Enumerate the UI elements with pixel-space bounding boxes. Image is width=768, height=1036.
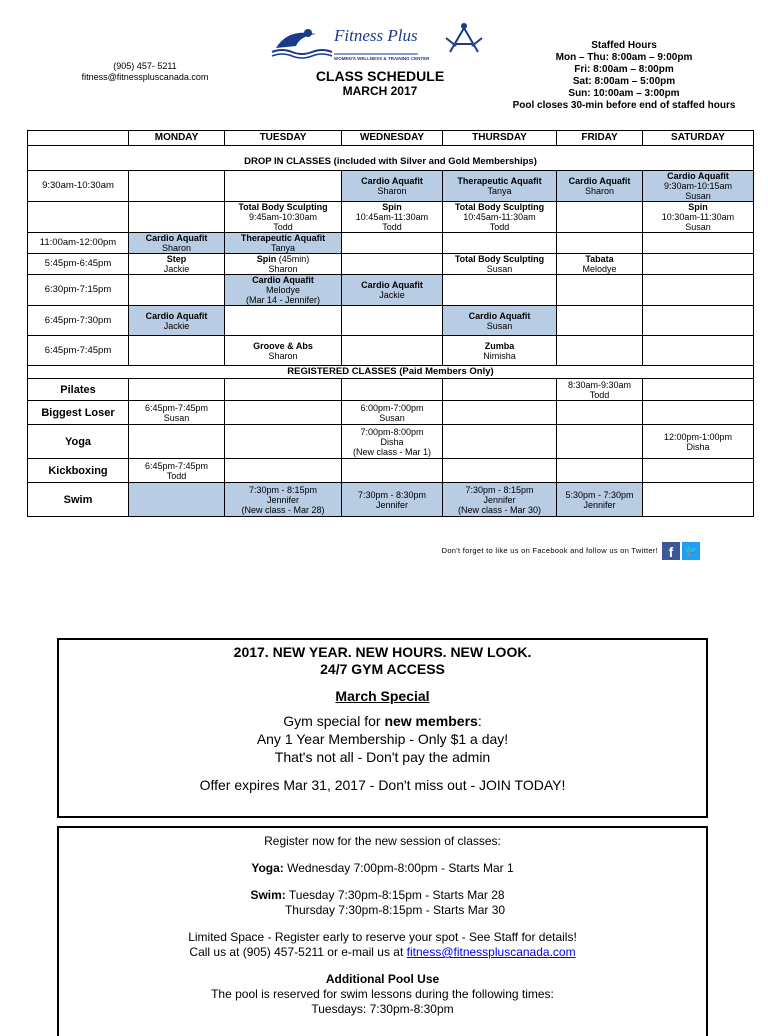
empty-cell — [557, 336, 643, 366]
empty-cell — [342, 459, 443, 483]
twitter-icon[interactable]: 🐦 — [682, 542, 700, 560]
class-name: Cardio Aquafit — [568, 176, 631, 186]
schedule-title — [262, 68, 498, 99]
logo-text: Fitness Plus — [334, 26, 418, 45]
hours-line: Mon – Thu: 8:00am – 9:00pm — [555, 52, 693, 63]
class-cell — [342, 483, 443, 517]
class-time: 12:00pm-1:00pm — [663, 431, 733, 442]
empty-cell — [129, 275, 225, 306]
day-header: TUESDAY — [225, 131, 342, 146]
pool-tuesday: Tuesdays: 7:30pm-8:30pm — [311, 1002, 454, 1016]
instructor: Jackie — [163, 264, 190, 274]
class-time: 7:30pm - 8:15pm — [465, 484, 534, 495]
hours-line: Pool closes 30-min before end of staffed hours — [512, 100, 736, 111]
instructor: Sharon — [161, 243, 192, 253]
empty-cell — [557, 275, 643, 306]
time-cell: 6:45pm-7:30pm — [28, 306, 129, 336]
empty-cell — [28, 202, 129, 233]
register-swim — [49, 888, 706, 903]
class-name: Cardio Aquafit — [667, 171, 729, 181]
class-time: 10:30am-11:30am — [661, 212, 735, 222]
register-box — [57, 826, 708, 1036]
registered-section-header: REGISTERED CLASSES (Paid Members Only) — [28, 366, 754, 379]
class-cell — [443, 202, 557, 233]
class-name: Spin — [256, 254, 277, 264]
class-schedule-table — [27, 130, 754, 517]
class-cell — [342, 202, 443, 233]
class-name: Tabata — [585, 254, 614, 264]
empty-cell — [443, 379, 557, 401]
class-time: 10:45am-11:30am — [355, 212, 429, 222]
class-note: (New class - Mar 30) — [457, 504, 541, 515]
instructor: Todd — [489, 222, 510, 232]
class-time: 7:00pm-8:00pm — [360, 426, 424, 437]
empty-cell — [643, 459, 754, 483]
offer-line: That's not all - Don't pay the admin — [274, 749, 491, 765]
class-name: Therapeutic Aquafit — [240, 233, 326, 243]
class-name: Cardio Aquafit — [145, 310, 208, 321]
empty-cell — [129, 202, 225, 233]
instructor: Susan — [163, 412, 190, 423]
empty-cell — [129, 379, 225, 401]
class-cell — [342, 401, 443, 425]
class-name: Total Body Sculpting — [238, 202, 328, 212]
social-text: Don't forget to like us on Facebook and follow us on Twitter! — [441, 546, 658, 555]
class-time: 5:30pm - 7:30pm — [565, 489, 634, 500]
empty-cell — [225, 379, 342, 401]
empty-cell — [129, 171, 225, 202]
time-cell: 6:30pm-7:15pm — [28, 275, 129, 306]
empty-cell — [557, 306, 643, 336]
class-time: 6:45pm-7:45pm — [144, 402, 209, 413]
empty-cell — [643, 379, 754, 401]
logo-tagline: WOMEN'S WELLNESS & TRAINING CENTER — [334, 56, 430, 61]
class-note: (New class - Mar 28) — [241, 504, 325, 515]
class-cell — [443, 336, 557, 366]
empty-cell — [643, 254, 754, 275]
class-name: Groove & Abs — [253, 340, 313, 351]
instructor: Disha — [380, 436, 404, 447]
table-row — [28, 401, 754, 425]
class-label: Biggest Loser — [28, 401, 129, 425]
time-cell: 9:30am-10:30am — [28, 171, 129, 202]
empty-cell — [342, 336, 443, 366]
class-name: Step — [166, 254, 187, 264]
time-cell: 11:00am-12:00pm — [28, 233, 129, 254]
swim-label: Swim: — [250, 888, 286, 902]
class-time: 10:45am-11:30am — [463, 212, 536, 222]
class-label: Pilates — [28, 379, 129, 401]
class-cell — [129, 233, 225, 254]
swim-text: Tuesday 7:30pm-8:15pm - Starts Mar 28 — [285, 888, 505, 902]
class-cell — [225, 254, 342, 275]
empty-cell — [342, 233, 443, 254]
class-time: 7:30pm - 8:30pm — [357, 489, 427, 500]
special-pre: Gym special for — [283, 713, 385, 729]
class-cell — [557, 171, 643, 202]
special-title: March Special — [335, 688, 430, 704]
instructor: Susan — [685, 222, 711, 232]
class-cell — [129, 254, 225, 275]
class-cell — [557, 379, 643, 401]
special-bold: new members — [384, 713, 478, 729]
instructor: Todd — [589, 389, 610, 400]
email-link[interactable]: fitness@fitnesspluscanada.com — [406, 945, 576, 959]
instructor: Jennifer — [483, 494, 516, 505]
contact-info — [40, 61, 250, 83]
time-cell: 5:45pm-6:45pm — [28, 254, 129, 275]
instructor: Susan — [685, 191, 711, 201]
contact-line — [59, 945, 706, 960]
table-row — [28, 233, 754, 254]
instructor: Jennifer — [375, 499, 409, 510]
yoga-text: Wednesday 7:00pm-8:00pm - Starts Mar 1 — [283, 861, 514, 875]
class-note: (New class - Mar 1) — [352, 446, 431, 457]
register-swim-2: Thursday 7:30pm-8:15pm - Starts Mar 30 — [284, 903, 506, 917]
empty-cell — [129, 483, 225, 517]
class-time: 7:30pm - 8:15pm — [248, 484, 318, 495]
phone-number: (905) 457- 5211 — [113, 61, 177, 71]
fitness-plus-logo — [268, 20, 498, 66]
pool-text: The pool is reserved for swim lessons during the following times: — [211, 987, 554, 1001]
instructor: Jennifer — [266, 494, 300, 505]
empty-cell — [225, 401, 342, 425]
staffed-hours — [490, 40, 758, 112]
class-duration: (45min) — [276, 254, 310, 264]
class-time: 9:30am-10:15am — [663, 181, 733, 191]
class-label: Kickboxing — [28, 459, 129, 483]
empty-cell — [643, 306, 754, 336]
limited-space-note: Limited Space - Register early to reserve your spot - See Staff for details! — [188, 930, 577, 944]
class-cell — [129, 306, 225, 336]
page-title: CLASS SCHEDULE — [315, 68, 445, 84]
empty-cell — [129, 336, 225, 366]
instructor: Jackie — [163, 320, 190, 331]
day-header: SATURDAY — [643, 131, 754, 146]
class-name: Total Body Sculpting — [454, 254, 545, 264]
offer-line: Any 1 Year Membership - Only $1 a day! — [256, 731, 509, 747]
class-name: Cardio Aquafit — [145, 233, 208, 243]
empty-cell — [557, 425, 643, 459]
instructor: Todd — [166, 470, 187, 481]
hours-line: Fri: 8:00am – 8:00pm — [574, 64, 674, 75]
table-row — [28, 275, 754, 306]
class-name: Spin — [382, 202, 402, 212]
day-header: THURSDAY — [443, 131, 557, 146]
class-note: (Mar 14 - Jennifer) — [245, 295, 321, 305]
instructor: Todd — [382, 222, 402, 232]
empty-cell — [342, 379, 443, 401]
instructor: Melodye — [582, 264, 617, 274]
instructor: Sharon — [268, 350, 298, 361]
empty-cell — [557, 401, 643, 425]
promo-subheadline: 24/7 GYM ACCESS — [320, 661, 445, 677]
empty-cell — [225, 459, 342, 483]
class-cell — [557, 483, 643, 517]
instructor: Disha — [686, 441, 710, 452]
yoga-label: Yoga: — [251, 861, 284, 875]
class-name: Cardio Aquafit — [468, 310, 531, 321]
table-row — [28, 483, 754, 517]
day-header: FRIDAY — [557, 131, 643, 146]
table-row — [28, 202, 754, 233]
class-cell — [129, 401, 225, 425]
call-text: Call us at (905) 457-5211 or e-mail us at — [189, 945, 407, 959]
promo-headline: 2017. NEW YEAR. NEW HOURS. NEW LOOK. — [233, 644, 532, 660]
empty-cell — [342, 306, 443, 336]
offer-expiry: Offer expires Mar 31, 2017 - Don't miss out - JOIN TODAY! — [199, 777, 566, 793]
class-time: 9:45am-10:30am — [248, 212, 318, 222]
empty-header-cell — [28, 131, 129, 146]
class-cell — [342, 425, 443, 459]
page-subtitle: MARCH 2017 — [342, 84, 418, 98]
facebook-icon[interactable]: f — [662, 542, 680, 560]
hours-line: Sat: 8:00am – 5:00pm — [572, 76, 676, 87]
day-header: WEDNESDAY — [342, 131, 443, 146]
empty-cell — [225, 171, 342, 202]
instructor: Jennifer — [583, 499, 616, 510]
class-name: Total Body Sculpting — [454, 202, 545, 212]
class-cell — [643, 202, 754, 233]
class-cell — [643, 425, 754, 459]
instructor: Melodye — [265, 285, 301, 295]
class-cell — [129, 459, 225, 483]
class-cell — [225, 483, 342, 517]
empty-cell — [129, 425, 225, 459]
table-row — [28, 254, 754, 275]
empty-cell — [342, 254, 443, 275]
hours-title: Staffed Hours — [591, 40, 657, 51]
social-bar — [400, 542, 750, 562]
class-cell — [342, 171, 443, 202]
class-cell — [443, 171, 557, 202]
empty-cell — [643, 233, 754, 254]
class-name: Therapeutic Aquafit — [457, 176, 542, 186]
table-row — [28, 306, 754, 336]
empty-cell — [643, 336, 754, 366]
class-cell — [342, 275, 443, 306]
empty-cell — [557, 202, 643, 233]
instructor: Todd — [273, 222, 293, 232]
class-cell — [443, 306, 557, 336]
class-cell — [225, 275, 342, 306]
email-address: fitness@fitnesspluscanada.com — [81, 72, 209, 82]
empty-cell — [557, 233, 643, 254]
register-yoga — [59, 861, 706, 876]
class-time: 6:45pm-7:45pm — [144, 460, 209, 471]
class-cell — [225, 233, 342, 254]
empty-cell — [443, 233, 557, 254]
class-cell — [443, 254, 557, 275]
special-intro — [59, 712, 706, 730]
class-time: 6:00pm-7:00pm — [360, 402, 424, 413]
class-name: Zumba — [484, 340, 515, 351]
table-row — [28, 171, 754, 202]
instructor: Tanya — [270, 243, 296, 253]
class-cell — [225, 336, 342, 366]
instructor: Sharon — [584, 186, 615, 196]
pool-title: Additional Pool Use — [325, 972, 440, 986]
empty-cell — [643, 275, 754, 306]
empty-cell — [443, 275, 557, 306]
class-label: Yoga — [28, 425, 129, 459]
table-row — [28, 459, 754, 483]
empty-cell — [443, 425, 557, 459]
empty-cell — [225, 306, 342, 336]
table-row — [28, 425, 754, 459]
class-name: Cardio Aquafit — [361, 176, 423, 186]
table-header-row — [28, 131, 754, 146]
hours-line: Sun: 10:00am – 3:00pm — [568, 88, 680, 99]
table-row — [28, 336, 754, 366]
instructor: Susan — [379, 412, 405, 423]
instructor: Sharon — [377, 186, 407, 196]
empty-cell — [557, 459, 643, 483]
promo-box — [57, 638, 708, 818]
instructor: Susan — [486, 264, 513, 274]
class-label: Swim — [28, 483, 129, 517]
time-cell: 6:45pm-7:45pm — [28, 336, 129, 366]
register-intro: Register now for the new session of classes: — [264, 834, 501, 848]
class-name: Cardio Aquafit — [361, 280, 423, 290]
class-cell — [225, 202, 342, 233]
instructor: Tanya — [487, 186, 512, 196]
table-row — [28, 379, 754, 401]
class-cell — [443, 483, 557, 517]
instructor: Nimisha — [483, 350, 516, 361]
class-name: Cardio Aquafit — [252, 275, 314, 285]
empty-cell — [643, 483, 754, 517]
class-cell — [643, 171, 754, 202]
class-cell — [557, 254, 643, 275]
special-post: : — [477, 713, 482, 729]
empty-cell — [225, 425, 342, 459]
day-header: MONDAY — [129, 131, 225, 146]
class-time: 8:30am-9:30am — [567, 379, 632, 390]
instructor: Jackie — [379, 290, 405, 300]
instructor: Sharon — [268, 264, 298, 274]
empty-cell — [443, 459, 557, 483]
instructor: Susan — [486, 320, 513, 331]
drop-in-section-header: DROP IN CLASSES (included with Silver and Gold Memberships) — [28, 146, 754, 171]
class-name: Spin — [688, 202, 708, 212]
empty-cell — [443, 401, 557, 425]
empty-cell — [643, 401, 754, 425]
